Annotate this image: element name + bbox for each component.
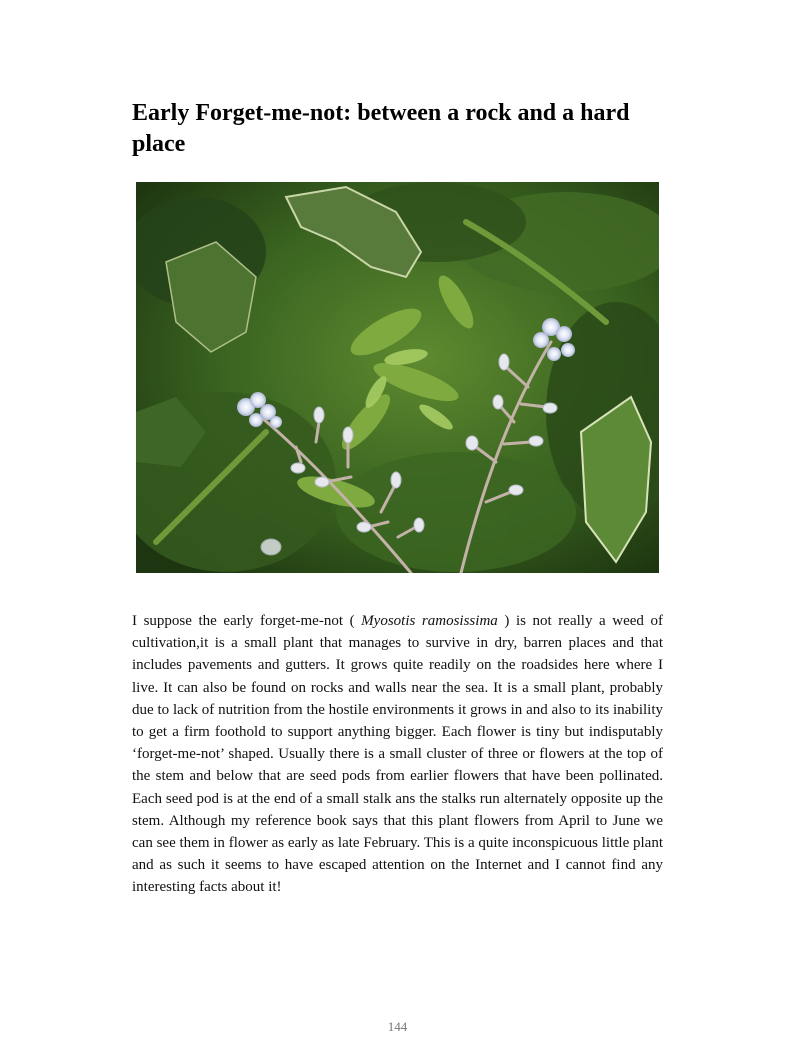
forget-me-not-photo (136, 182, 659, 573)
page-title: Early Forget-me-not: between a rock and a hard place (132, 100, 630, 157)
paragraph-body: ) is not really a weed of cultivation,it is a small plant that manages to survive in dry, barren places and that includes pavements and gutters. It grows quite readily on the roadsides here where I live. It can also be found on rocks and walls near the sea. It is a small plant, probably due to lack of nutrition from the hostile environments it grows in and also to its inability to get a firm foothold to support anything bigger. Each flower is tiny but indisputably ‘forget-me-not’ shaped. Usually there is a small cluster of three or flowers at the top of the stem and below that are seed pods from earlier flowers that have been pollinated. Each seed pod is at the end of a small stalk ans the stalks run alternately opposite up the stem. Although my reference book says that this plant flowers from April to June we can see them in flower as early as late February. This is a quite inconspicuous little plant and as such it seems to have escaped attention on the Internet and I cannot find any interesting facts about it! (132, 613, 663, 896)
page-number: 144 (387, 1019, 408, 1034)
article-paragraph (132, 610, 663, 899)
paragraph-intro: I suppose the early forget-me-not ( (132, 613, 362, 629)
species-name: Myosotis ramosissima (361, 613, 498, 629)
plant-photo-illustration (136, 182, 659, 573)
